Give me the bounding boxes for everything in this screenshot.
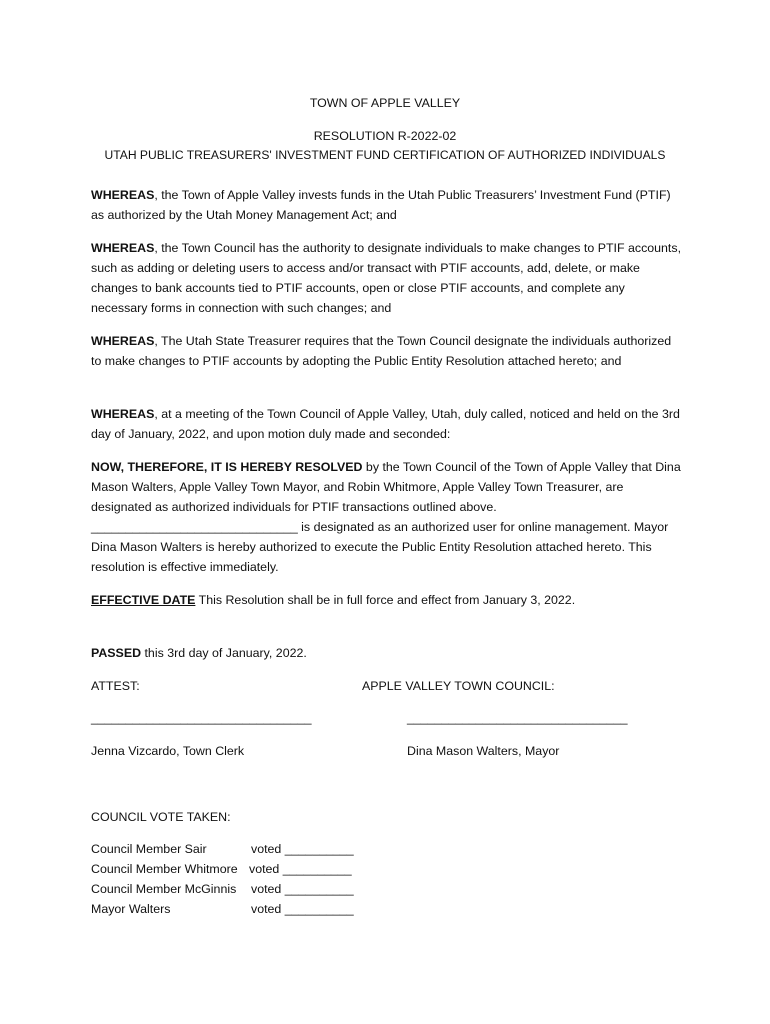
passed-paragraph: [91, 643, 683, 663]
vote-member: Council Member Whitmore: [91, 862, 238, 876]
clerk-name: Jenna Vizcardo, Town Clerk: [91, 744, 245, 758]
whereas-lead: WHEREAS: [91, 334, 155, 348]
whereas-lead: WHEREAS: [91, 241, 155, 255]
attest-label: ATTEST:: [91, 679, 140, 693]
whereas-paragraph-1: [91, 185, 683, 225]
whereas-text: , the Town of Apple Valley invests funds in the Utah Public Treasurers’ Investment Fund (PTIF) as authorized by the Utah Money Management Act; and: [91, 188, 671, 222]
resolved-text: by the Town Council of the Town of Apple Valley that Dina Mason Walters, Apple Valley Town Mayor, and Robin Whitmore, Apple Valley Town Treasurer, are designated as authorized individuals for PTIF transactions outlined above. ______________________________ is designated as an authorized user for online management. Mayor Dina Mason Walters is hereby authorized to execute the Public Entity Resolution attached hereto. This resolution is effective immediately.: [91, 460, 681, 574]
whereas-text: , the Town Council has the authority to designate individuals to make changes to PTIF accounts, such as adding or deleting users to access and/or transact with PTIF accounts, add, delete, or make changes to bank accounts tied to PTIF accounts, open or close PTIF accounts, and complete any necessary forms in connection with such changes; and: [91, 241, 682, 315]
vote-row: [91, 840, 354, 859]
whereas-text: , at a meeting of the Town Council of Apple Valley, Utah, duly called, noticed and held on the 3rd day of January, 2022, and upon motion duly made and seconded:: [91, 407, 680, 441]
resolved-paragraph: [91, 457, 683, 577]
whereas-paragraph-3: [91, 331, 683, 371]
council-label: APPLE VALLEY TOWN COUNCIL:: [362, 679, 555, 693]
town-heading: TOWN OF APPLE VALLEY: [309, 96, 461, 110]
whereas-paragraph-4: [91, 404, 683, 444]
vote-member: Council Member McGinnis: [91, 882, 237, 896]
vote-row: [91, 900, 354, 919]
vote-blank: voted __________: [249, 862, 352, 876]
resolved-lead: NOW, THEREFORE, IT IS HEREBY RESOLVED: [91, 460, 363, 474]
vote-row: [91, 860, 352, 879]
resolution-number: RESOLUTION R-2022-02: [313, 129, 457, 143]
vote-blank: voted __________: [251, 842, 354, 856]
passed-text: this 3rd day of January, 2022.: [141, 646, 307, 660]
whereas-lead: WHEREAS: [91, 188, 155, 202]
effective-date-lead: EFFECTIVE DATE: [91, 593, 196, 607]
resolution-title: UTAH PUBLIC TREASURERS' INVESTMENT FUND CERTIFICATION OF AUTHORIZED INDIVIDUALS: [104, 148, 666, 162]
vote-member: Council Member Sair: [91, 842, 207, 856]
vote-row: [91, 880, 354, 899]
effective-date-text: This Resolution shall be in full force and effect from January 3, 2022.: [195, 593, 576, 607]
mayor-signature-line: ________________________________: [407, 711, 628, 725]
whereas-paragraph-2: [91, 238, 683, 318]
whereas-lead: WHEREAS: [91, 407, 155, 421]
mayor-name: Dina Mason Walters, Mayor: [407, 744, 560, 758]
effective-date-paragraph: [91, 590, 683, 610]
whereas-text: , The Utah State Treasurer requires that the Town Council designate the individuals authorized to make changes to PTIF accounts by adopting the Public Entity Resolution attached hereto; and: [91, 334, 672, 368]
vote-heading: COUNCIL VOTE TAKEN:: [91, 810, 231, 824]
passed-lead: PASSED: [91, 646, 142, 660]
clerk-signature-line: ________________________________: [91, 711, 312, 725]
vote-blank: voted __________: [251, 882, 354, 896]
vote-member: Mayor Walters: [91, 902, 171, 916]
vote-blank: voted __________: [251, 902, 354, 916]
